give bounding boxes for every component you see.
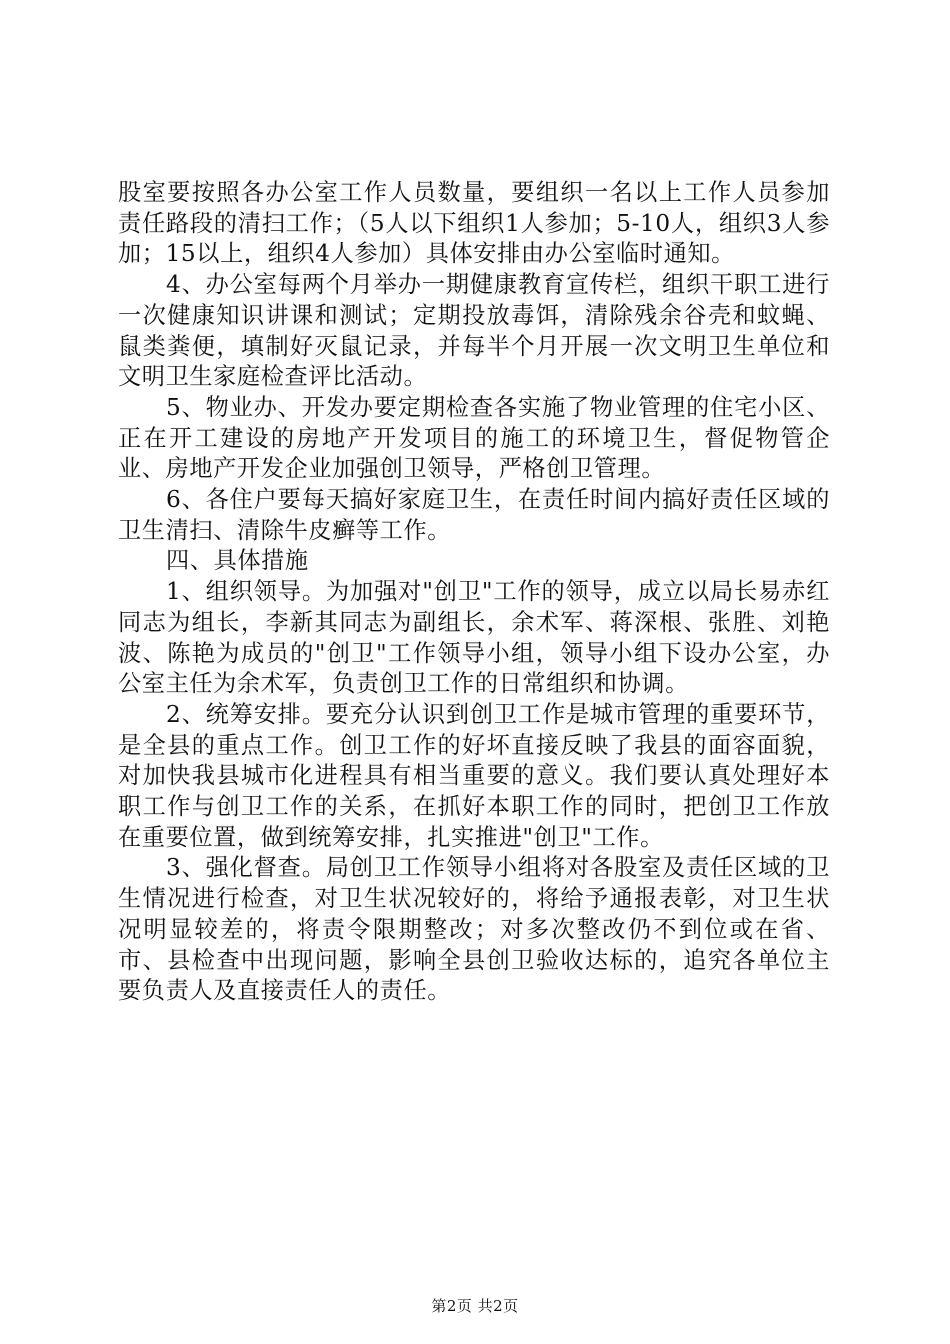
paragraph-measure-1: 1、组织领导。为加强对"创卫"工作的领导，成立以局长易赤红同志为组长，李新其同志为副组长，余术军、蒋深根、张胜、刘艳波、陈艳为成员的"创卫"工作领导小组，领导小组下设办公室，办公室主任为余术军，负责创卫工作的日常组织和协调。 (118, 578, 830, 698)
paragraph-continued: 股室要按照各办公室工作人员数量，要组织一名以上工作人员参加责任路段的清扫工作；（5人以下组织1人参加；5-10人，组织3人参加；15以上，组织4人参加）具体安排由办公室临时通知。 (118, 179, 830, 268)
paragraph-measure-3: 3、强化督查。局创卫工作领导小组将对各股室及责任区域的卫生情况进行检查，对卫生状况较好的，将给予通报表彰，对卫生状况明显较差的，将责令限期整改；对多次整改仍不到位或在省、市、县检查中出现问题，影响全县创卫验收达标的，追究各单位主要负责人及直接责任人的责任。 (118, 854, 830, 1005)
paragraph-item-5: 5、物业办、开发办要定期检查各实施了物业管理的住宅小区、正在开工建设的房地产开发项目的施工的环境卫生，督促物管企业、房地产开发企业加强创卫领导，严格创卫管理。 (118, 393, 830, 483)
paragraph-item-6: 6、各住户要每天搞好家庭卫生，在责任时间内搞好责任区域的卫生清扫、清除牛皮癣等工作。 (118, 486, 830, 544)
page-number-label: 第2页 共2页 (431, 1297, 519, 1315)
paragraph-measure-2: 2、统筹安排。要充分认识到创卫工作是城市管理的重要环节，是全县的重点工作。创卫工作的好坏直接反映了我县的面容面貌，对加快我县城市化进程具有相当重要的意义。我们要认真处理好本职工作与创卫工作的关系，在抓好本职工作的同时，把创卫工作放在重要位置，做到统筹安排，扎实推进"创卫"工作。 (118, 700, 830, 851)
paragraph-item-4: 4、办公室每两个月举办一期健康教育宣传栏，组织干职工进行一次健康知识讲课和测试；定期投放毒饵，清除残余谷壳和蚊蝇、鼠类粪便，填制好灭鼠记录，并每半个月开展一次文明卫生单位和文明卫生家庭检查评比活动。 (118, 271, 830, 391)
document-body (118, 178, 830, 1007)
page-footer (0, 1296, 950, 1316)
section-heading-measures: 四、具体措施 (166, 547, 309, 575)
